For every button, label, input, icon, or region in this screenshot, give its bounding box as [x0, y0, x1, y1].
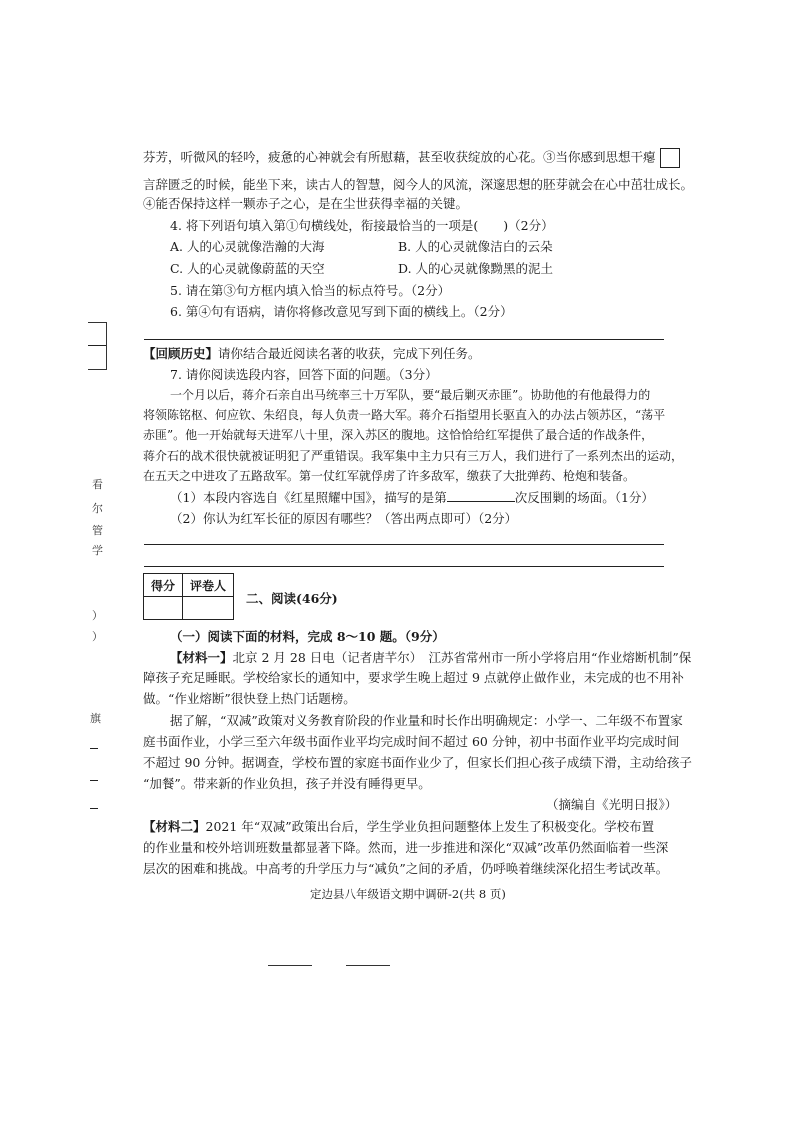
material-2-line: 【材料二】2021 年“双减”政策出台后，学生学业负担问题整体上发生了积极变化。学校布置	[143, 819, 655, 834]
margin-char: 学	[92, 544, 103, 557]
score-header: 得分	[144, 574, 183, 597]
punctuation-answer-box[interactable]	[660, 148, 680, 168]
margin-dash	[90, 780, 98, 781]
grader-header: 评卷人	[183, 574, 234, 597]
history-task: 【回顾历史】请你结合最近阅读名著的收获，完成下列任务。	[143, 346, 481, 361]
option-a: A. 人的心灵就像浩瀚的大海	[170, 239, 325, 254]
margin-dash	[90, 808, 98, 809]
margin-char: 旗	[90, 712, 101, 725]
material-1-line: 庭书面作业，小学三至六年级书面作业平均完成时间不超过 60 分钟，初中书面作业平均完成时间	[143, 734, 680, 749]
excerpt-line: 在五天之中进攻了五路敌军。第一仗红军就俘虏了许多敌军，缴获了大批弹药、枪炮和装备。	[143, 469, 636, 483]
margin-char: ）	[92, 609, 103, 622]
section-2-title: 二、阅读(46分)	[246, 591, 338, 606]
answer-line-q6[interactable]	[144, 339, 664, 340]
question-7-1: （1）本段内容选自《红星照耀中国》，描写的是第 次反围剿的场面。（1分）	[170, 490, 654, 505]
excerpt-line: 将领陈铭枢、何应钦、朱绍良，每人负责一路大军。蒋介石指望用长驱直入的办法占领苏区，“荡平	[143, 408, 666, 422]
page-footer: 定边县八年级语文期中调研-2(共 8 页)	[310, 887, 506, 901]
margin-char: 看	[92, 478, 103, 491]
passage-line: 芬芳，听微风的轻吟，疲惫的心神就会有所慰藉，甚至收获绽放的心花。③当你感到思想干瘪	[143, 148, 680, 168]
excerpt-line: 蒋介石的战术很快就被证明犯了严重错误。我军集中主力只有三万人，我们进行了一系列杰出的运动，	[143, 449, 684, 463]
question-7-2: （2）你认为红军长征的原因有哪些？（答出两点即可）（2分）	[170, 511, 518, 526]
binding-tick	[88, 345, 106, 346]
question-6: 6. 第④句有语病，请你将修改意见写到下面的横线上。（2分）	[170, 304, 513, 319]
option-c: C. 人的心灵就像蔚蓝的天空	[170, 261, 325, 276]
material-2-line: 的作业量和校外培训班数量都显著下降。然而，进一步推进和深化“双减”改革仍然面临着一些深	[143, 840, 669, 855]
material-2-line: 层次的困难和挑战。中高考的升学压力与“减负”之间的矛盾，仍呼唤着继续深化招生考试改革。	[143, 861, 669, 876]
part-1-heading: （一）阅读下面的材料，完成 8～10 题。（9分）	[170, 629, 445, 644]
question-7: 7. 请你阅读选段内容，回答下面的问题。（3分）	[170, 367, 438, 382]
material-1-line: 障孩子充足睡眠。学校给家长的通知中，要求学生晚上超过 9 点就停止做作业，未完成的也不用补	[143, 670, 684, 685]
option-d: D. 人的心灵就像黝黑的泥土	[398, 261, 554, 276]
question-5: 5. 请在第③句方框内填入恰当的标点符号。（2分）	[170, 283, 451, 298]
footer-dash	[346, 965, 390, 966]
margin-char: 尔	[92, 502, 103, 515]
material-1-line: 据了解，“双减”政策对义务教育阶段的作业量和时长作出明确规定：小学一、二年级不布置家	[170, 713, 683, 728]
grader-cell[interactable]	[183, 597, 234, 620]
passage-line: ④能否保持这样一颗赤子之心，是在尘世获得幸福的关键。	[143, 196, 469, 211]
excerpt-line: 赤匪”。他一开始就每天进军八十里，深入苏区的腹地。这恰恰给红军提供了最合适的作战条件，	[143, 428, 654, 442]
material-1-line: “加餐”。带来新的作业负担，孩子并没有睡得更早。	[143, 776, 431, 791]
score-cell[interactable]	[144, 597, 183, 620]
answer-line-q7-2[interactable]	[144, 544, 664, 545]
answer-line-q7-2[interactable]	[144, 566, 664, 567]
material-1-line: 不超过 90 分钟。据调查，学校布置的家庭书面作业少了，但家长们担心孩子成绩下滑，主动给孩子	[143, 755, 692, 770]
material-1-line: 【材料一】北京 2 月 28 日电（记者唐芊尔） 江苏省常州市一所小学将启用“作业熔断机制”保	[170, 650, 692, 665]
margin-dash	[90, 748, 98, 749]
binding-bracket	[88, 322, 107, 370]
excerpt-line: 一个月以后，蒋介石亲自出马统率三十万军队，要“最后剿灭赤匪”。协助他的有他最得力的	[170, 388, 651, 402]
material-1-source: （摘编自《光明日报》）	[546, 797, 678, 812]
passage-line: 言辞匮乏的时候，能坐下来，读古人的智慧，阅今人的风流，深邃思想的胚芽就会在心中茁壮成长。	[143, 177, 694, 192]
question-4: 4. 将下列语句填入第①句横线处，衔接最恰当的一项是( )（2分）	[170, 218, 554, 233]
fill-blank-q7-1[interactable]	[447, 489, 515, 502]
margin-char: ）	[92, 630, 103, 643]
score-table	[143, 573, 234, 620]
margin-char: 管	[92, 524, 103, 537]
footer-dash	[268, 965, 312, 966]
option-b: B. 人的心灵就像洁白的云朵	[398, 239, 553, 254]
material-1-line: 做。“作业熔断”很快登上热门话题榜。	[143, 691, 356, 706]
